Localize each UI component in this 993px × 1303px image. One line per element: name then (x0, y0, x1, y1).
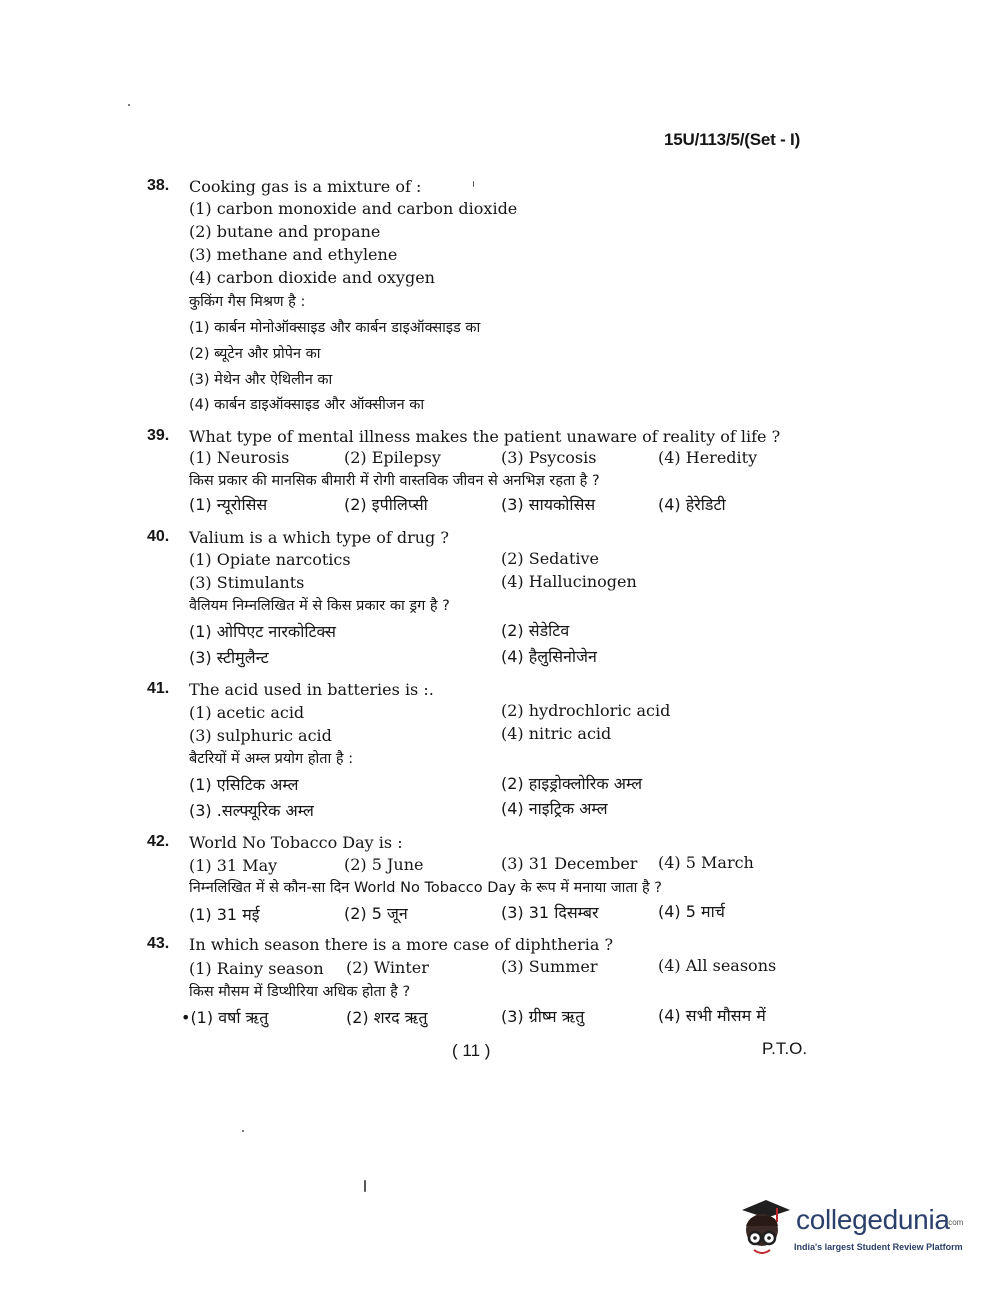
option-hi: (2) शरद ऋतु (346, 1008, 428, 1027)
option-hi: (4) नाइट्रिक अम्ल (501, 799, 608, 818)
option-en: (2) hydrochloric acid (501, 701, 671, 720)
option-en: (2) Sedative (501, 549, 600, 568)
question-text-en: In which season there is a more case of diphtheria ? (189, 935, 614, 954)
option-en: (2) Winter (346, 958, 429, 977)
option-en: (4) All seasons (658, 956, 777, 975)
option-en: (3) 31 December (501, 854, 638, 873)
option-en: (3) methane and ethylene (189, 245, 398, 264)
mascot-icon (736, 1196, 792, 1262)
pto-label: P.T.O. (762, 1039, 808, 1058)
option-hi: (1) 31 मई (189, 905, 260, 924)
question-text-en: The acid used in batteries is :. (189, 680, 434, 699)
question-number: 43. (147, 935, 170, 952)
option-en: (4) carbon dioxide and oxygen (189, 268, 435, 287)
option-en: (3) sulphuric acid (189, 726, 332, 745)
brand-tagline: India's largest Student Review Platform (794, 1242, 963, 1252)
scan-speck (128, 104, 130, 106)
scan-speck (242, 1130, 244, 1132)
question-text-en: What type of mental illness makes the patient unaware of reality of life ? (189, 427, 781, 446)
option-en: (2) 5 June (344, 855, 424, 874)
question-text-hi: वैलियम निम्नलिखित में से किस प्रकार का ड्रग है ? (189, 598, 450, 614)
option-hi: (3) 31 दिसम्बर (501, 903, 599, 922)
option-en: (2) butane and propane (189, 222, 381, 241)
question-number: 42. (147, 833, 170, 850)
option-en: (1) Rainy season (189, 959, 324, 978)
option-en: (4) Heredity (658, 448, 758, 467)
option-en: (1) 31 May (189, 856, 278, 875)
option-en: (3) Stimulants (189, 573, 305, 592)
option-en: (3) Summer (501, 957, 598, 976)
brand-name: collegedunia (796, 1204, 950, 1235)
brand-suffix: .com (946, 1218, 964, 1227)
option-en: (1) carbon monoxide and carbon dioxide (189, 199, 518, 218)
option-hi: (2) हाइड्रोक्लोरिक अम्ल (501, 774, 643, 793)
page-number: ( 11 ) (452, 1041, 491, 1060)
option-hi: (1) एसिटिक अम्ल (189, 775, 299, 794)
option-en: (4) Hallucinogen (501, 572, 637, 591)
option-hi: (2) ब्यूटेन और प्रोपेन का (189, 346, 321, 362)
question-text-hi: निम्नलिखित में से कौन-सा दिन World No Tobacco Day के रूप में मनाया जाता है ? (189, 880, 662, 896)
option-en: (1) acetic acid (189, 703, 305, 722)
option-hi: (2) इपीलिप्सी (344, 495, 428, 514)
option-hi: (2) सेडेटिव (501, 621, 570, 640)
question-number: 39. (147, 427, 170, 444)
option-hi: (3) .सल्फ्यूरिक अम्ल (189, 801, 314, 820)
option-en: (2) Epilepsy (344, 448, 441, 467)
option-hi: (3) मेथेन और ऐथिलीन का (189, 372, 333, 388)
option-hi: (3) सायकोसिस (501, 495, 596, 514)
question-number: 40. (147, 528, 170, 545)
question-text-hi: बैटरियों में अम्ल प्रयोग होता है : (189, 751, 354, 767)
option-en: (4) 5 March (658, 853, 754, 872)
option-hi: (4) 5 मार्च (658, 902, 725, 921)
option-en: (1) Neurosis (189, 448, 290, 467)
question-text-hi: किस मौसम में डिप्थीरिया अधिक होता है ? (189, 984, 411, 1000)
option-hi: (4) सभी मौसम में (658, 1006, 766, 1025)
question-text-hi: कुकिंग गैस मिश्रण है : (189, 294, 306, 310)
question-text-en: Valium is a which type of drug ? (189, 528, 449, 547)
option-en: (4) nitric acid (501, 724, 612, 743)
question-text-hi: किस प्रकार की मानसिक बीमारी में रोगी वास्तविक जीवन से अनभिज्ञ रहता है ? (189, 473, 600, 489)
option-hi: (1) कार्बन मोनोऑक्साइड और कार्बन डाइऑक्साइड का (189, 320, 481, 336)
option-en: (1) Opiate narcotics (189, 550, 351, 569)
question-number: 41. (147, 680, 170, 697)
scan-speck (364, 1180, 366, 1192)
paper-code: 15U/113/5/(Set - I) (664, 130, 801, 149)
collegedunia-watermark (736, 1196, 966, 1266)
option-hi: (4) कार्बन डाइऑक्साइड और ऑक्सीजन का (189, 397, 425, 413)
option-hi: (4) हैलुसिनोजेन (501, 647, 597, 666)
question-text-en: World No Tobacco Day is : (189, 833, 403, 852)
question-number: 38. (147, 177, 170, 194)
option-hi: (2) 5 जून (344, 904, 408, 923)
option-hi: (3) स्टीमुलैन्ट (189, 648, 269, 667)
option-hi: •(1) वर्षा ऋतु (181, 1008, 269, 1027)
option-hi: (1) न्यूरोसिस (189, 495, 268, 514)
scan-speck (473, 181, 474, 187)
question-text-en: Cooking gas is a mixture of : (189, 177, 422, 196)
option-en: (3) Psycosis (501, 448, 597, 467)
option-hi: (1) ओपिएट नारकोटिक्स (189, 622, 336, 641)
option-hi: (4) हेरेडिटी (658, 495, 726, 514)
option-hi: (3) ग्रीष्म ऋतु (501, 1007, 585, 1026)
